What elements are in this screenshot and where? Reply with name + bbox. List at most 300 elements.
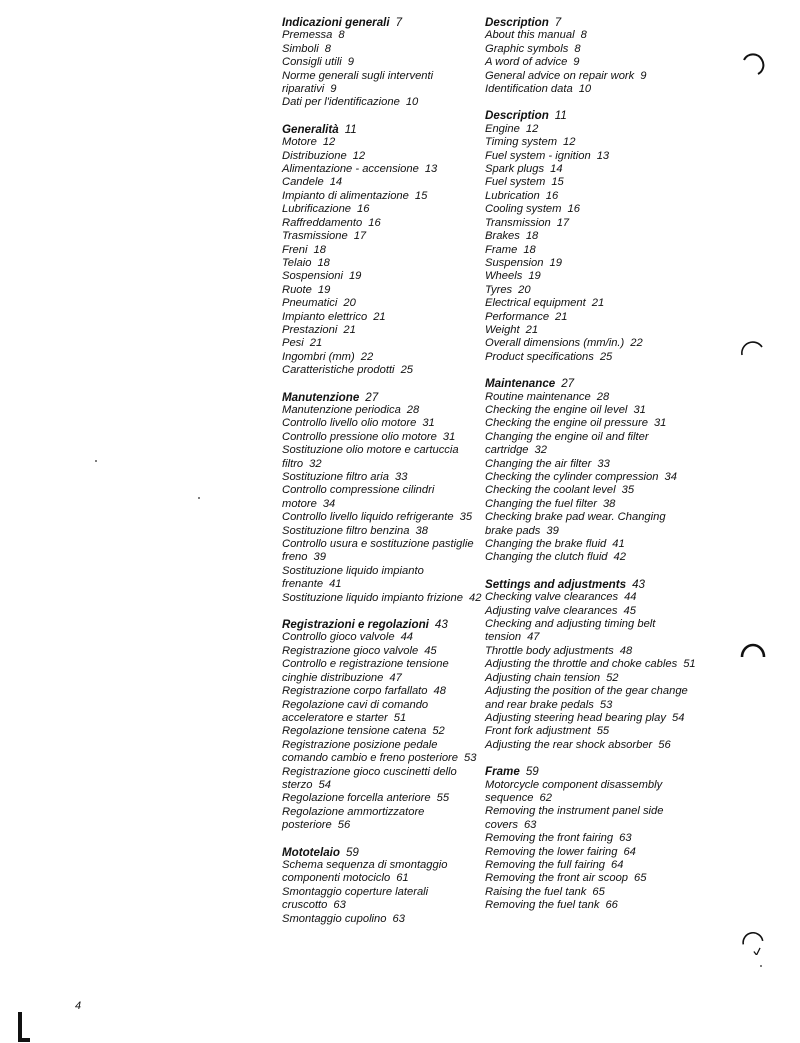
toc-entry-text: Throttle body adjustments: [485, 644, 614, 657]
toc-entry: [282, 766, 487, 793]
toc-entry: [282, 297, 487, 310]
toc-section-heading: [485, 578, 700, 591]
toc-entry-text: Sostituzione filtro aria: [282, 471, 389, 483]
toc-entry: [282, 645, 487, 658]
toc-entry-text: Removing the instrument panel side covers: [485, 805, 664, 831]
toc-entry-page: 14: [329, 176, 343, 189]
toc-entry: [485, 270, 700, 283]
toc-entry-page: 12: [352, 149, 366, 162]
toc-entry-page: 62: [539, 791, 552, 804]
scan-speck: [198, 497, 200, 499]
toc-entry-page: 12: [322, 136, 336, 149]
toc-entry-page: 51: [683, 658, 696, 671]
toc-entry: [282, 538, 487, 565]
toc-entry-text: Checking the engine oil level: [485, 403, 628, 416]
toc-section-title: Frame: [485, 765, 520, 779]
toc-entry: [282, 431, 487, 444]
toc-entry: [485, 337, 700, 350]
toc-entry: [282, 631, 487, 644]
toc-entry: [485, 859, 700, 872]
toc-entry: [485, 591, 700, 604]
toc-entry: [485, 458, 700, 471]
toc-entry-text: Identification data: [485, 83, 573, 96]
toc-section-title: Generalità: [282, 122, 339, 136]
toc-entry-text: Alimentazione - accensione: [282, 163, 419, 176]
toc-entry-text: Controllo pressione olio motore: [282, 430, 437, 443]
toc-entry-text: Controllo gioco valvole: [282, 631, 395, 644]
toc-entry-text: Raffreddamento: [282, 216, 363, 229]
toc-entry: [485, 163, 700, 176]
toc-entry-page: 31: [442, 430, 456, 443]
toc-entry-page: 21: [555, 310, 568, 323]
toc-entry: [282, 176, 487, 189]
binding-mark: [18, 1012, 32, 1042]
toc-entry-page: 64: [611, 858, 624, 871]
toc-entry-text: Caratteristiche prodotti: [282, 364, 395, 377]
toc-entry-text: Frame: [485, 243, 518, 256]
toc-entry: [485, 872, 700, 885]
toc-entry-page: 9: [347, 56, 354, 69]
toc-entry-page: 18: [317, 256, 330, 269]
toc-entry-text: Schema sequenza di smontaggio componenti motociclo: [282, 858, 448, 885]
toc-entry: [282, 324, 487, 337]
toc-section-page: 7: [554, 16, 562, 29]
toc-entry-text: Sostituzione liquido impianto frenante: [282, 564, 424, 591]
toc-entry-page: 55: [596, 725, 610, 738]
toc-entry: [485, 805, 700, 832]
toc-entry-page: 15: [551, 176, 564, 189]
toc-entry: [485, 324, 700, 337]
toc-entry-text: Routine maintenance: [485, 390, 591, 403]
toc-entry-text: Adjusting the throttle and choke cables: [485, 658, 678, 671]
toc-entry-text: Motorcycle component disassembly sequence: [485, 778, 663, 804]
toc-entry-text: Removing the fuel tank: [485, 899, 600, 912]
toc-entry-text: Premessa: [282, 29, 333, 42]
toc-entry-text: Removing the front fairing: [485, 832, 614, 845]
toc-entry-page: 15: [414, 189, 428, 202]
toc-entry: [485, 244, 700, 257]
toc-entry-text: Sospensioni: [282, 270, 343, 283]
toc-entry-page: 28: [406, 403, 420, 416]
toc-entry-text: Registrazione gioco cuscinetti dello sterzo: [282, 765, 457, 791]
toc-entry: [485, 29, 700, 42]
toc-entry-text: Checking and adjusting timing belt tension: [485, 618, 656, 644]
toc-entry-page: 42: [613, 551, 626, 564]
toc-entry-text: Timing system: [485, 136, 558, 149]
toc-entry-page: 20: [518, 283, 531, 296]
toc-section-heading: [282, 391, 487, 404]
toc-entry: [282, 471, 487, 484]
toc-entry-page: 48: [619, 644, 633, 657]
toc-entry-page: 12: [525, 122, 539, 135]
toc-entry-text: Checking valve clearances: [485, 591, 619, 604]
toc-entry: [282, 484, 487, 511]
toc-entry-text: Controllo livello olio motore: [282, 417, 417, 430]
toc-entry: [485, 605, 700, 618]
toc-entry-text: Consigli utili: [282, 56, 342, 69]
toc-entry-page: 31: [422, 417, 435, 430]
toc-entry-page: 51: [393, 711, 407, 724]
toc-section-title: Maintenance: [485, 377, 556, 391]
toc-entry: [485, 217, 700, 230]
toc-entry: [282, 29, 487, 42]
toc-entry-text: Checking the engine oil pressure: [485, 417, 648, 430]
toc-entry-text: Adjusting the rear shock absorber: [485, 738, 653, 751]
toc-entry-page: 35: [459, 511, 473, 524]
toc-entry-text: Spark plugs: [485, 163, 545, 176]
toc-entry-page: 56: [337, 819, 351, 832]
toc-entry-page: 13: [424, 163, 438, 176]
toc-entry-page: 8: [324, 42, 331, 55]
toc-section: [485, 377, 700, 565]
toc-entry-page: 38: [602, 497, 616, 510]
toc-entry-text: A word of advice: [485, 56, 568, 69]
toc-section-page: 59: [345, 845, 359, 859]
toc-entry-text: Electrical equipment: [485, 297, 586, 310]
toc-entry: [282, 417, 487, 430]
toc-entry-text: Dati per l'identificazione: [282, 96, 400, 109]
toc-entry-page: 21: [525, 323, 539, 336]
toc-entry-page: 25: [400, 364, 414, 377]
toc-entry: [282, 525, 487, 538]
toc-entry-page: 8: [580, 29, 587, 42]
toc-entry: [485, 297, 700, 310]
toc-entry-text: Freni: [282, 243, 308, 256]
toc-entry-text: Candele: [282, 176, 324, 189]
scan-speck: [95, 460, 97, 462]
toc-section: [282, 846, 487, 926]
toc-entry-text: Product specifications: [485, 350, 594, 363]
toc-section-heading: [485, 765, 700, 778]
toc-entry: [485, 886, 700, 899]
toc-section-title: Mototelaio: [282, 845, 340, 859]
toc-section-page: 11: [344, 122, 357, 136]
toc-entry: [485, 832, 700, 845]
toc-section-heading: [282, 846, 487, 859]
toc-entry: [485, 712, 700, 725]
toc-entry-page: 19: [317, 283, 331, 296]
toc-entry-page: 41: [329, 578, 342, 591]
toc-entry: [485, 846, 700, 859]
toc-entry-text: Front fork adjustment: [485, 725, 591, 738]
toc-entry: [282, 913, 487, 926]
toc-entry-text: Controllo livello liquido refrigerante: [282, 511, 454, 524]
toc-entry: [485, 511, 700, 538]
toc-entry-page: 32: [309, 457, 322, 470]
toc-entry: [485, 43, 700, 56]
toc-entry: [485, 257, 700, 270]
toc-entry-text: Regolazione tensione catena: [282, 725, 427, 738]
toc-entry-text: Engine: [485, 122, 520, 135]
toc-entry-text: Regolazione cavi di comando acceleratore e starter: [282, 698, 429, 724]
toc-entry-text: Cooling system: [485, 203, 562, 216]
binder-hole-mark-1: [738, 50, 768, 80]
toc-entry: [485, 899, 700, 912]
toc-entry: [282, 806, 487, 833]
toc-entry-page: 48: [433, 685, 446, 698]
toc-entry: [282, 257, 487, 270]
toc-entry: [282, 96, 487, 109]
toc-entry-page: 54: [672, 711, 685, 724]
scan-speck: [760, 965, 762, 967]
toc-entry-page: 44: [400, 631, 414, 644]
toc-entry-text: Adjusting the position of the gear change and rear brake pedals: [485, 685, 688, 711]
toc-entry-page: 21: [373, 310, 386, 323]
toc-entry-page: 17: [556, 216, 570, 229]
toc-entry-page: 21: [309, 337, 323, 350]
toc-section-heading: [485, 377, 700, 390]
toc-section: [485, 765, 700, 912]
toc-entry-text: Pesi: [282, 337, 304, 350]
toc-entry: [485, 190, 700, 203]
toc-section-heading: [485, 16, 700, 29]
toc-entry: [282, 70, 487, 97]
toc-entry-page: 45: [623, 604, 636, 617]
toc-entry-text: Removing the lower fairing: [485, 845, 618, 858]
toc-entry: [485, 83, 700, 96]
toc-section-page: 43: [434, 618, 448, 632]
toc-entry-text: Sostituzione liquido impianto frizione: [282, 591, 463, 604]
toc-entry-text: Weight: [485, 323, 520, 336]
toc-entry: [282, 364, 487, 377]
toc-entry-text: Fuel system: [485, 176, 546, 189]
toc-entry-text: Transmission: [485, 216, 551, 229]
toc-entry: [485, 471, 700, 484]
toc-entry-text: Manutenzione periodica: [282, 403, 401, 416]
toc-entry: [485, 70, 700, 83]
toc-section: [485, 109, 700, 364]
toc-entry-page: 56: [658, 738, 671, 751]
toc-entry: [282, 725, 487, 738]
toc-entry: [282, 699, 487, 726]
toc-section: [282, 123, 487, 378]
toc-entry: [282, 658, 487, 685]
toc-entry-text: Wheels: [485, 270, 523, 283]
toc-entry-page: 33: [597, 457, 610, 470]
toc-entry-page: 19: [549, 256, 562, 269]
toc-entry-page: 61: [396, 872, 409, 885]
toc-entry: [485, 203, 700, 216]
toc-entry: [485, 672, 700, 685]
toc-entry-text: Brakes: [485, 230, 520, 243]
toc-entry-text: Motore: [282, 136, 317, 149]
toc-entry-page: 22: [630, 337, 643, 350]
toc-entry-page: 63: [523, 818, 537, 831]
toc-entry: [282, 150, 487, 163]
toc-entry-page: 39: [546, 524, 559, 537]
toc-entry-page: 47: [527, 631, 540, 644]
toc-section: [282, 618, 487, 833]
toc-section-heading: [282, 123, 487, 136]
toc-entry-page: 18: [525, 230, 539, 243]
toc-entry: [282, 685, 487, 698]
toc-entry-page: 64: [623, 845, 636, 858]
toc-entry-text: Regolazione forcella anteriore: [282, 792, 431, 805]
toc-entry: [282, 217, 487, 230]
toc-entry-text: Checking the coolant level: [485, 484, 616, 497]
toc-entry-page: 63: [392, 912, 405, 925]
toc-entry-page: 66: [605, 899, 618, 912]
toc-entry-page: 63: [619, 832, 632, 845]
toc-entry-page: 22: [360, 350, 374, 363]
toc-entry-text: Sostituzione olio motore e cartuccia filtro: [282, 444, 459, 470]
toc-entry-page: 31: [633, 403, 646, 416]
toc-entry: [282, 351, 487, 364]
toc-entry-page: 16: [357, 203, 370, 216]
toc-entry-text: Removing the full fairing: [485, 858, 606, 871]
toc-entry-text: Controllo usura e sostituzione pastiglie freno: [282, 538, 474, 564]
toc-entry-page: 52: [432, 725, 445, 738]
toc-entry-text: Smontaggio cupolino: [282, 912, 387, 925]
toc-entry: [282, 203, 487, 216]
toc-section-page: 59: [525, 765, 539, 779]
toc-entry-text: Controllo e registrazione tensione cinghie distribuzione: [282, 658, 449, 684]
toc-entry-page: 16: [368, 216, 381, 229]
toc-entry: [282, 136, 487, 149]
toc-entry-page: 14: [550, 163, 563, 176]
toc-entry: [485, 230, 700, 243]
toc-entry: [485, 538, 700, 551]
toc-entry-text: Fuel system - ignition: [485, 149, 591, 162]
toc-entry-text: Telaio: [282, 256, 312, 269]
toc-entry-text: Changing the fuel filter: [485, 497, 597, 510]
toc-entry-page: 9: [573, 56, 580, 69]
toc-entry-page: 21: [343, 323, 356, 336]
toc-entry-text: Suspension: [485, 256, 544, 269]
toc-entry: [282, 244, 487, 257]
toc-entry: [282, 230, 487, 243]
toc-entry-page: 31: [653, 417, 667, 430]
toc-entry-text: Lubrication: [485, 189, 540, 202]
toc-entry: [485, 123, 700, 136]
toc-entry-page: 16: [567, 203, 580, 216]
toc-entry: [282, 565, 487, 592]
toc-entry: [485, 150, 700, 163]
toc-section-title: Description: [485, 109, 549, 123]
toc-section-title: Settings and adjustments: [485, 577, 627, 591]
toc-entry: [485, 404, 700, 417]
toc-entry-text: Changing the brake fluid: [485, 538, 607, 551]
toc-entry-page: 54: [318, 778, 331, 791]
toc-entry-text: Prestazioni: [282, 323, 338, 336]
toc-entry-page: 41: [612, 538, 625, 551]
toc-entry-page: 19: [348, 270, 362, 283]
toc-entry-text: Registrazione corpo farfallato: [282, 685, 428, 698]
toc-entry: [485, 351, 700, 364]
toc-entry-text: Overall dimensions (mm/in.): [485, 337, 625, 350]
toc-entry: [282, 739, 487, 766]
toc-entry-text: Adjusting valve clearances: [485, 604, 618, 617]
toc-entry-page: 16: [545, 189, 559, 202]
toc-entry: [282, 859, 487, 886]
toc-entry-page: 63: [333, 899, 346, 912]
toc-section: [282, 391, 487, 606]
toc-entry-text: Removing the front air scoop: [485, 872, 629, 885]
toc-entry: [485, 431, 700, 458]
toc-entry: [485, 311, 700, 324]
toc-section-heading: [485, 109, 700, 122]
toc-entry-page: 9: [330, 83, 337, 96]
toc-entry-text: Performance: [485, 310, 550, 323]
toc-entry-text: Impianto elettrico: [282, 310, 368, 323]
toc-section-heading: [282, 618, 487, 631]
toc-entry: [485, 284, 700, 297]
toc-column-italian: [282, 16, 487, 939]
toc-entry-text: Changing the clutch fluid: [485, 551, 608, 564]
toc-entry-page: 65: [634, 872, 647, 885]
toc-entry-page: 38: [415, 524, 428, 537]
toc-section-page: 27: [561, 377, 575, 391]
toc-entry-page: 21: [591, 297, 605, 310]
toc-entry-page: 12: [563, 136, 576, 149]
toc-entry-text: Controllo compressione cilindri motore: [282, 484, 435, 510]
toc-entry-page: 18: [313, 243, 326, 256]
toc-entry-text: About this manual: [485, 29, 575, 42]
toc-entry: [282, 592, 487, 605]
toc-entry-page: 53: [599, 698, 613, 711]
toc-entry-page: 10: [578, 83, 592, 96]
toc-entry: [282, 792, 487, 805]
toc-section-title: Registrazioni e regolazioni: [282, 618, 429, 632]
toc-entry: [282, 311, 487, 324]
toc-entry-text: Norme generali sugli interventi riparativi: [282, 69, 434, 96]
toc-entry: [282, 404, 487, 417]
toc-section-page: 7: [395, 16, 403, 29]
toc-section-heading: [282, 16, 487, 29]
toc-entry: [282, 43, 487, 56]
binder-hole-mark-2: [738, 337, 768, 367]
toc-entry-text: Changing the engine oil and filter cartridge: [485, 430, 649, 457]
toc-entry-page: 47: [389, 671, 402, 684]
toc-entry: [282, 56, 487, 69]
toc-entry: [485, 725, 700, 738]
toc-section-title: Manutenzione: [282, 390, 360, 404]
toc-section-page: 43: [632, 577, 645, 591]
toc-entry-text: Raising the fuel tank: [485, 885, 587, 898]
toc-section-title: Indicazioni generali: [282, 16, 390, 29]
toc-entry-page: 33: [394, 471, 408, 483]
toc-entry-text: General advice on repair work: [485, 69, 635, 82]
toc-entry-page: 17: [353, 230, 367, 243]
toc-entry-text: Changing the air filter: [485, 457, 592, 470]
toc-entry-page: 34: [664, 471, 677, 483]
toc-entry: [282, 444, 487, 471]
toc-entry-text: Graphic symbols: [485, 42, 569, 55]
toc-section: [282, 16, 487, 110]
toc-column-english: [485, 16, 700, 926]
toc-entry-text: Ingombri (mm): [282, 350, 355, 363]
toc-entry-text: Smontaggio coperture laterali cruscotto: [282, 885, 429, 912]
toc-entry-page: 34: [322, 497, 336, 510]
toc-entry-page: 20: [343, 297, 356, 310]
toc-entry-page: 19: [528, 270, 541, 283]
toc-entry-page: 18: [523, 243, 536, 256]
toc-entry-page: 55: [436, 792, 450, 805]
toc-entry: [485, 56, 700, 69]
toc-entry-text: Trasmissione: [282, 230, 348, 243]
toc-entry-page: 45: [424, 644, 437, 657]
toc-entry-text: Registrazione posizione pedale comando cambio e freno posteriore: [282, 738, 458, 765]
toc-entry: [485, 484, 700, 497]
toc-entry: [485, 176, 700, 189]
toc-entry: [485, 739, 700, 752]
toc-entry-text: Sostituzione filtro benzina: [282, 524, 410, 537]
toc-entry: [485, 391, 700, 404]
toc-entry-page: 13: [596, 149, 610, 162]
toc-entry-text: Registrazione gioco valvole: [282, 644, 419, 657]
toc-entry: [485, 685, 700, 712]
toc-entry-text: Ruote: [282, 283, 312, 296]
